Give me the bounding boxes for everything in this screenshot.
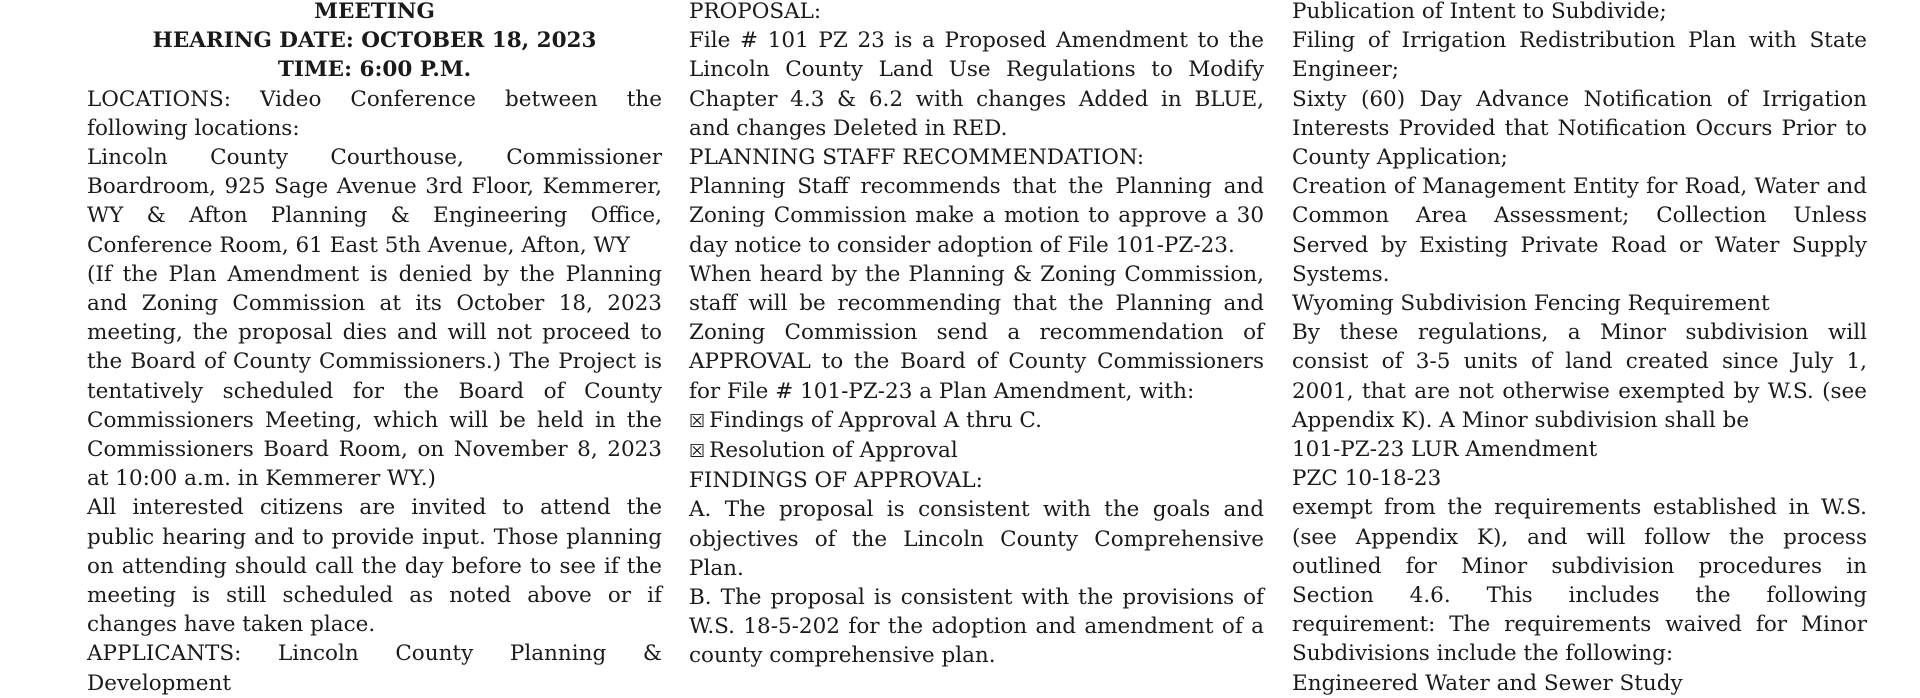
pzc-date-line: PZC 10-18-23 (1292, 466, 1442, 492)
bullet-findings-label: Findings of Approval A thru C. (709, 407, 1042, 433)
engineered-study-line: Engineered Water and Sewer Study (1292, 670, 1683, 696)
denial-note-paragraph: (If the Plan Amendment is denied by the Planning and Zoning Commission at its October 18, 2023 meeting, the proposal dies and will not proceed to the Board of County Commissioners.) The Project is tentatively scheduled for the Board of County Commissioners Meeting, which will be held in the Commissioners Board Room, on November 8, 2023 at 10:00 a.m. in Kemmerer WY.) (87, 261, 662, 492)
bullet-resolution-label: Resolution of Approval (709, 438, 958, 464)
bullet-resolution (689, 436, 1264, 466)
finding-b: B. The proposal is consistent with the provisions of W.S. 18-5-202 for the adoption and amendment of a county comprehensive plan. (689, 585, 1264, 669)
publication-line: Publication of Intent to Subdivide; (1292, 0, 1667, 24)
column-2 (689, 0, 1264, 671)
checkbox-icon: ☒ (689, 441, 706, 463)
applicants-line: APPLICANTS: Lincoln County Planning & Development (87, 641, 662, 696)
locations-paragraph: LOCATIONS: Video Conference between the following locations: (87, 86, 662, 141)
minor-subdivision-paragraph: By these regulations, a Minor subdivision will consist of 3-5 units of land created since July 1, 2001, that are not otherwise exempted by W.S. (see Appendix K). A Minor subdivision shall be (1292, 320, 1867, 433)
proposal-heading: PROPOSAL: (689, 0, 822, 24)
citizens-paragraph: All interested citizens are invited to attend the public hearing and to provide input. Those planning on attending should call the day before to see if the meeting is still scheduled as noted above or if changes have taken place. (87, 495, 662, 638)
fencing-requirement-line: Wyoming Subdivision Fencing Requirement (1292, 291, 1770, 317)
findings-heading: FINDINGS OF APPROVAL: (689, 468, 983, 494)
proposal-paragraph: File # 101 PZ 23 is a Proposed Amendment to the Lincoln County Land Use Regulations to Modify Chapter 4.3 & 6.2 with changes Added in BLUE, and changes Deleted in RED. (689, 28, 1264, 141)
bullet-findings (689, 406, 1264, 436)
checkbox-icon: ☒ (689, 410, 706, 432)
irrigation-plan-line: Filing of Irrigation Redistribution Plan with State Engineer; (1292, 28, 1867, 83)
column-3 (1292, 0, 1867, 698)
management-entity-paragraph: Creation of Management Entity for Road, Water and Common Area Assessment; Collection Unless Served by Existing Private Road or Water Supply Systems. (1292, 174, 1867, 287)
hearing-time: TIME: 6:00 P.M. (277, 57, 472, 83)
hearing-date: HEARING DATE: OCTOBER 18, 2023 (152, 28, 597, 54)
heard-paragraph: When heard by the Planning & Zoning Commission, staff will be recommending that the Planning and Zoning Commission send a recommendation of APPROVAL to the Board of County Commissioners for File # 101-PZ-23 a Plan Amendment, with: (689, 261, 1264, 404)
staff-recommendation-paragraph: Planning Staff recommends that the Planning and Zoning Commission make a motion to approve a 30 day notice to consider adoption of File 101-PZ-23. (689, 174, 1264, 258)
courthouse-paragraph: Lincoln County Courthouse, Commissioner Boardroom, 925 Sage Avenue 3rd Floor, Kemmerer, WY & Afton Planning & Engineering Office, Conference Room, 61 East 5th Avenue, Afton, WY (87, 145, 662, 258)
column-1 (87, 0, 662, 698)
finding-a: A. The proposal is consistent with the goals and objectives of the Lincoln County Comprehensive Plan. (689, 497, 1264, 581)
staff-recommendation-heading: PLANNING STAFF RECOMMENDATION: (689, 145, 1145, 171)
irrigation-notification-paragraph: Sixty (60) Day Advance Notification of Irrigation Interests Provided that Notification Occurs Prior to County Application; (1292, 86, 1867, 171)
meeting-heading: MEETING (314, 0, 435, 24)
amendment-id-line: 101-PZ-23 LUR Amendment (1292, 437, 1598, 463)
exemption-paragraph: exempt from the requirements established in W.S. (see Appendix K), and will follow the process outlined for Minor subdivision procedures in Section 4.6. This includes the following requirement: The requirements waived for Minor Subdivisions include the following: (1292, 495, 1867, 667)
